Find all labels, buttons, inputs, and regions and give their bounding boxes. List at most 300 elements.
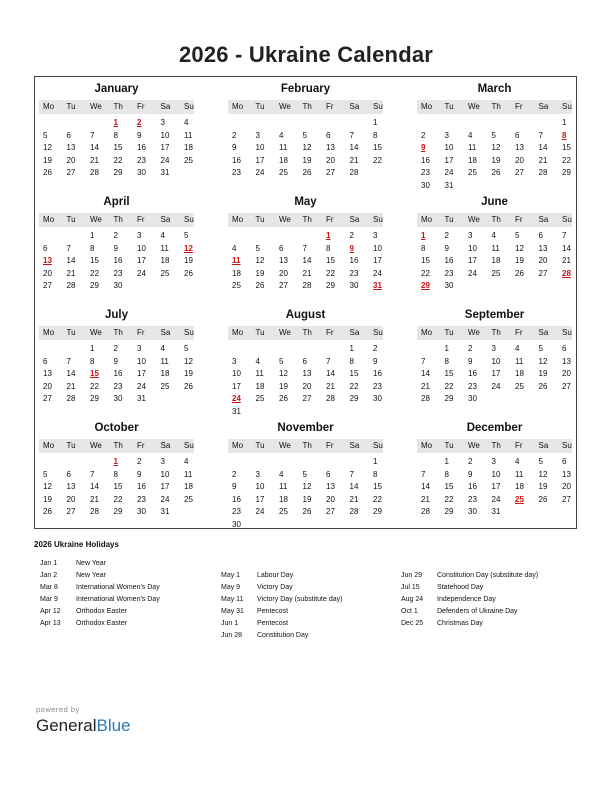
day-cell: 20 <box>66 494 76 504</box>
day-cell: 29 <box>349 394 359 403</box>
day-cell: 24 <box>137 381 146 391</box>
day-cell: 11 <box>468 143 477 152</box>
day-cell: 26 <box>43 168 52 177</box>
day-cell: 15 <box>326 256 335 265</box>
weekday-label: Sa <box>160 215 171 224</box>
day-cell: 27 <box>302 394 312 403</box>
day-cell: 25 <box>184 155 193 165</box>
day-cell: 15 <box>349 369 359 378</box>
day-cell: 28 <box>90 168 99 177</box>
day-cell: 25 <box>279 168 288 177</box>
day-cell: 2 <box>349 231 354 240</box>
day-cell: 8 <box>326 243 331 253</box>
month-name: September <box>464 309 525 321</box>
weekday-label: Th <box>491 441 501 450</box>
day-cell: 22 <box>373 155 382 165</box>
holiday-day-cell: 24 <box>232 394 241 403</box>
weekday-header <box>228 213 383 227</box>
day-cell: 7 <box>562 231 567 240</box>
day-cell: 15 <box>421 256 430 265</box>
weekday-label: Su <box>184 328 194 337</box>
day-cell: 18 <box>279 155 288 165</box>
day-cell: 28 <box>421 507 430 516</box>
weekday-label: Sa <box>538 328 549 337</box>
weekday-label: We <box>90 102 102 111</box>
day-cell: 23 <box>137 155 146 165</box>
day-cell: 18 <box>160 369 170 378</box>
day-cell: 4 <box>279 130 284 140</box>
day-cell: 28 <box>90 507 99 516</box>
holiday-day-cell: 9 <box>349 243 354 253</box>
weekday-header <box>39 439 194 453</box>
generalblue-logo[interactable] <box>36 716 131 736</box>
day-cell: 29 <box>562 168 571 177</box>
day-cell: 14 <box>90 143 99 152</box>
weekday-label: Sa <box>538 215 549 224</box>
weekday-label: Su <box>184 102 194 111</box>
holiday-date: Jan 1 <box>40 560 58 567</box>
day-cell: 9 <box>468 469 473 479</box>
day-cell: 9 <box>468 356 473 366</box>
month-name: August <box>285 309 326 321</box>
day-cell: 11 <box>160 243 169 253</box>
day-cell: 15 <box>113 143 123 152</box>
weekday-label: Sa <box>349 102 360 111</box>
weekday-label: We <box>279 215 291 224</box>
day-cell: 10 <box>444 143 454 152</box>
day-cell: 8 <box>349 356 354 366</box>
day-cell: 5 <box>302 469 307 479</box>
day-cell: 25 <box>255 394 265 403</box>
holiday-name: Pentecost <box>257 620 289 627</box>
holiday-name: Defenders of Ukraine Day <box>437 608 518 615</box>
holiday-date: Apr 13 <box>40 620 61 627</box>
day-cell: 12 <box>43 143 52 152</box>
weekday-label: Tu <box>66 328 76 337</box>
day-cell: 4 <box>515 344 520 353</box>
weekday-header <box>417 439 572 453</box>
holiday-date: Dec 25 <box>401 620 424 627</box>
day-cell: 13 <box>302 369 312 378</box>
day-cell: 28 <box>66 394 76 403</box>
day-cell: 14 <box>302 256 312 265</box>
day-cell: 26 <box>538 494 548 504</box>
day-cell: 3 <box>373 231 378 240</box>
brand-blue: Blue <box>96 716 131 735</box>
holiday-day-cell: 12 <box>184 243 193 253</box>
day-cell: 17 <box>468 256 477 265</box>
day-cell: 3 <box>468 231 473 240</box>
day-cell: 8 <box>444 356 449 366</box>
day-cell: 22 <box>90 381 99 391</box>
weekday-label: We <box>279 102 291 111</box>
weekday-label: Su <box>562 215 572 224</box>
day-cell: 18 <box>184 482 193 491</box>
day-cell: 15 <box>90 256 99 265</box>
weekday-label: We <box>279 441 291 450</box>
weekday-label: We <box>90 328 102 337</box>
day-cell: 29 <box>90 281 99 290</box>
day-cell: 5 <box>184 344 189 353</box>
day-cell: 2 <box>373 344 378 353</box>
day-cell: 23 <box>232 507 241 516</box>
holiday-day-cell: 11 <box>232 256 241 265</box>
day-cell: 2 <box>468 344 473 353</box>
weekday-label: Fr <box>326 328 334 337</box>
month-name: April <box>103 196 130 208</box>
day-cell: 20 <box>302 381 312 391</box>
day-cell: 23 <box>113 268 123 278</box>
day-cell: 3 <box>255 469 260 479</box>
day-cell: 23 <box>232 168 241 177</box>
day-cell: 6 <box>562 344 567 353</box>
day-cell: 29 <box>113 168 123 177</box>
day-cell: 31 <box>160 168 170 177</box>
weekday-label: Mo <box>421 441 433 450</box>
day-cell: 7 <box>90 469 95 479</box>
day-cell: 4 <box>184 118 189 127</box>
weekday-label: Sa <box>160 441 171 450</box>
day-cell: 29 <box>113 507 123 516</box>
day-cell: 30 <box>349 281 359 290</box>
weekday-label: Fr <box>515 328 523 337</box>
month-name: March <box>477 83 512 95</box>
day-cell: 19 <box>302 494 312 504</box>
day-cell: 7 <box>66 243 71 253</box>
day-cell: 25 <box>160 268 170 278</box>
weekday-label: Fr <box>137 215 145 224</box>
day-cell: 17 <box>137 256 146 265</box>
day-cell: 27 <box>326 507 335 516</box>
day-cell: 31 <box>232 406 241 416</box>
day-cell: 19 <box>538 482 548 491</box>
day-cell: 12 <box>515 243 524 253</box>
weekday-header <box>417 213 572 227</box>
holiday-name: New Year <box>76 572 106 579</box>
day-cell: 10 <box>232 369 241 378</box>
day-cell: 11 <box>515 356 524 366</box>
day-cell: 8 <box>90 243 95 253</box>
day-cell: 21 <box>90 155 99 165</box>
day-cell: 16 <box>468 369 477 378</box>
day-cell: 30 <box>444 281 454 290</box>
weekday-label: Mo <box>43 102 55 111</box>
day-cell: 17 <box>160 143 170 152</box>
day-cell: 7 <box>326 356 331 366</box>
day-cell: 4 <box>468 130 473 140</box>
day-cell: 20 <box>515 155 524 165</box>
day-cell: 11 <box>184 130 193 140</box>
weekday-label: Su <box>562 102 572 111</box>
day-cell: 18 <box>279 494 288 504</box>
day-cell: 16 <box>421 155 430 165</box>
weekday-label: We <box>468 441 480 450</box>
month-may <box>228 196 383 304</box>
day-cell: 12 <box>491 143 501 152</box>
day-cell: 7 <box>302 243 307 253</box>
day-cell: 20 <box>66 155 76 165</box>
day-cell: 24 <box>255 168 265 177</box>
weekday-header <box>417 100 572 114</box>
day-cell: 8 <box>113 130 118 140</box>
day-cell: 2 <box>421 130 426 140</box>
day-cell: 14 <box>90 482 99 491</box>
day-cell: 23 <box>468 494 477 504</box>
day-cell: 16 <box>137 143 146 152</box>
day-cell: 10 <box>255 143 265 152</box>
day-cell: 18 <box>255 381 265 391</box>
day-cell: 23 <box>137 494 146 504</box>
weekday-label: Tu <box>255 102 265 111</box>
day-cell: 2 <box>444 231 449 240</box>
day-cell: 5 <box>255 243 260 253</box>
day-cell: 18 <box>232 268 241 278</box>
day-cell: 19 <box>255 268 265 278</box>
day-cell: 5 <box>279 356 284 366</box>
day-cell: 22 <box>562 155 571 165</box>
day-cell: 21 <box>538 155 548 165</box>
day-cell: 21 <box>90 494 99 504</box>
holiday-date: Apr 12 <box>40 608 61 615</box>
holiday-name: International Women's Day <box>76 584 160 591</box>
month-august <box>228 309 383 417</box>
day-cell: 23 <box>444 268 454 278</box>
weekday-label: Su <box>562 441 572 450</box>
weekday-label: We <box>468 102 480 111</box>
day-cell: 4 <box>491 231 496 240</box>
day-cell: 6 <box>279 243 284 253</box>
brand-general: General <box>36 716 97 735</box>
calendar-grid <box>34 76 577 529</box>
day-cell: 26 <box>515 268 524 278</box>
day-cell: 3 <box>491 457 496 466</box>
day-cell: 22 <box>421 268 430 278</box>
weekday-label: Mo <box>232 102 244 111</box>
day-cell: 21 <box>421 381 430 391</box>
day-cell: 29 <box>444 394 454 403</box>
holiday-date: Jun 29 <box>401 572 423 579</box>
day-cell: 19 <box>302 155 312 165</box>
holiday-date: Mar 9 <box>40 596 58 603</box>
weekday-label: Tu <box>255 441 265 450</box>
holiday-date: Jun 28 <box>221 632 243 639</box>
holiday-day-cell: 2 <box>137 118 142 127</box>
day-cell: 26 <box>184 381 193 391</box>
day-cell: 7 <box>421 469 426 479</box>
day-cell: 3 <box>160 457 165 466</box>
weekday-label: Sa <box>160 328 171 337</box>
day-cell: 3 <box>444 130 449 140</box>
day-cell: 22 <box>349 381 359 391</box>
day-cell: 23 <box>373 381 382 391</box>
day-cell: 28 <box>538 168 548 177</box>
day-cell: 24 <box>491 494 501 504</box>
day-cell: 6 <box>326 130 331 140</box>
day-cell: 16 <box>137 482 146 491</box>
holiday-day-cell: 8 <box>562 130 567 140</box>
day-cell: 20 <box>562 369 571 378</box>
day-cell: 31 <box>444 180 454 190</box>
day-cell: 6 <box>43 243 48 253</box>
day-cell: 6 <box>538 231 543 240</box>
day-cell: 13 <box>515 143 524 152</box>
weekday-label: Tu <box>66 215 76 224</box>
day-cell: 4 <box>160 344 165 353</box>
holiday-day-cell: 31 <box>373 281 382 290</box>
day-cell: 7 <box>90 130 95 140</box>
day-cell: 31 <box>137 394 146 403</box>
day-cell: 1 <box>444 457 449 466</box>
month-name: June <box>481 196 508 208</box>
day-cell: 6 <box>43 356 48 366</box>
day-cell: 23 <box>113 381 123 391</box>
day-cell: 21 <box>326 381 335 391</box>
month-february <box>228 83 383 191</box>
weekday-label: Tu <box>66 441 76 450</box>
day-cell: 16 <box>444 256 454 265</box>
day-cell: 28 <box>302 281 312 290</box>
day-cell: 15 <box>444 482 454 491</box>
day-cell: 18 <box>184 143 193 152</box>
day-cell: 3 <box>232 356 237 366</box>
holiday-date: Jun 1 <box>221 620 239 627</box>
day-cell: 11 <box>279 143 288 152</box>
weekday-label: Su <box>184 215 194 224</box>
weekday-label: We <box>468 215 480 224</box>
day-cell: 9 <box>113 356 118 366</box>
weekday-header <box>39 213 194 227</box>
day-cell: 26 <box>43 507 52 516</box>
weekday-label: Th <box>113 215 123 224</box>
day-cell: 8 <box>421 243 426 253</box>
weekday-header <box>39 100 194 114</box>
day-cell: 6 <box>326 469 331 479</box>
weekday-label: Mo <box>43 328 55 337</box>
day-cell: 14 <box>326 369 335 378</box>
day-cell: 19 <box>491 155 501 165</box>
weekday-label: Th <box>302 441 312 450</box>
day-cell: 23 <box>421 168 430 177</box>
day-cell: 22 <box>326 268 335 278</box>
day-cell: 19 <box>184 369 193 378</box>
holiday-name: Labour Day <box>257 572 294 579</box>
weekday-label: Mo <box>43 441 55 450</box>
month-january <box>39 83 194 191</box>
day-cell: 3 <box>137 231 142 240</box>
month-july <box>39 309 194 417</box>
day-cell: 16 <box>232 494 241 504</box>
day-cell: 12 <box>302 482 312 491</box>
day-cell: 22 <box>444 494 454 504</box>
page-title: 2026 - Ukraine Calendar <box>178 42 434 67</box>
month-november <box>228 422 383 530</box>
day-cell: 9 <box>137 469 142 479</box>
day-cell: 4 <box>184 457 189 466</box>
day-cell: 3 <box>491 344 496 353</box>
day-cell: 27 <box>562 381 571 391</box>
day-cell: 25 <box>184 494 193 504</box>
day-cell: 5 <box>43 469 48 479</box>
month-name: February <box>280 83 331 95</box>
day-cell: 2 <box>113 344 118 353</box>
day-cell: 15 <box>373 143 382 152</box>
day-cell: 7 <box>349 130 354 140</box>
day-cell: 28 <box>66 281 76 290</box>
day-cell: 1 <box>373 118 378 127</box>
day-cell: 21 <box>302 268 312 278</box>
weekday-label: Sa <box>349 215 360 224</box>
day-cell: 27 <box>43 394 52 403</box>
day-cell: 13 <box>66 482 76 491</box>
day-cell: 30 <box>468 507 477 516</box>
day-cell: 28 <box>421 394 430 403</box>
day-cell: 26 <box>255 281 265 290</box>
holiday-day-cell: 25 <box>515 494 524 504</box>
day-cell: 30 <box>113 281 123 290</box>
weekday-label: Mo <box>421 215 433 224</box>
day-cell: 5 <box>184 231 189 240</box>
day-cell: 12 <box>43 482 52 491</box>
day-cell: 15 <box>444 369 454 378</box>
weekday-label: Th <box>491 328 501 337</box>
day-cell: 11 <box>515 469 524 479</box>
day-cell: 15 <box>562 143 571 152</box>
holiday-name: International Women's Day <box>76 596 160 603</box>
day-cell: 21 <box>562 256 571 265</box>
holiday-name: Constitution Day <box>257 632 309 639</box>
weekday-label: Sa <box>538 441 549 450</box>
weekday-label: Su <box>562 328 572 337</box>
day-cell: 24 <box>373 268 382 278</box>
day-cell: 8 <box>373 130 378 140</box>
powered-by-text: powered by <box>36 705 80 714</box>
day-cell: 20 <box>43 268 52 278</box>
holiday-date: Jan 2 <box>40 572 58 579</box>
holiday-day-cell: 29 <box>421 281 430 290</box>
weekday-header <box>228 326 383 340</box>
holiday-name: Christmas Day <box>437 620 483 627</box>
month-june <box>417 196 572 304</box>
month-name: October <box>94 422 139 434</box>
day-cell: 18 <box>491 256 501 265</box>
day-cell: 14 <box>349 482 359 491</box>
weekday-label: We <box>90 215 102 224</box>
day-cell: 9 <box>373 356 378 366</box>
month-march <box>417 83 572 191</box>
weekday-label: We <box>468 328 480 337</box>
holiday-name: Constitution Day (substitute day) <box>437 572 539 579</box>
weekday-label: We <box>90 441 102 450</box>
day-cell: 30 <box>468 394 477 403</box>
weekday-label: Th <box>113 102 123 111</box>
day-cell: 29 <box>326 281 335 290</box>
weekday-label: Th <box>491 215 501 224</box>
day-cell: 13 <box>562 356 571 366</box>
holiday-date: May 31 <box>221 608 244 615</box>
day-cell: 26 <box>491 168 501 177</box>
day-cell: 30 <box>113 394 123 403</box>
holiday-date: Mar 8 <box>40 584 58 591</box>
weekday-label: Tu <box>444 441 454 450</box>
day-cell: 18 <box>515 482 524 491</box>
weekday-label: Sa <box>349 328 360 337</box>
holiday-name: Orthodox Easter <box>76 608 127 615</box>
day-cell: 17 <box>255 494 265 504</box>
day-cell: 20 <box>562 482 571 491</box>
day-cell: 14 <box>66 369 76 378</box>
day-cell: 23 <box>349 268 359 278</box>
day-cell: 6 <box>66 469 71 479</box>
